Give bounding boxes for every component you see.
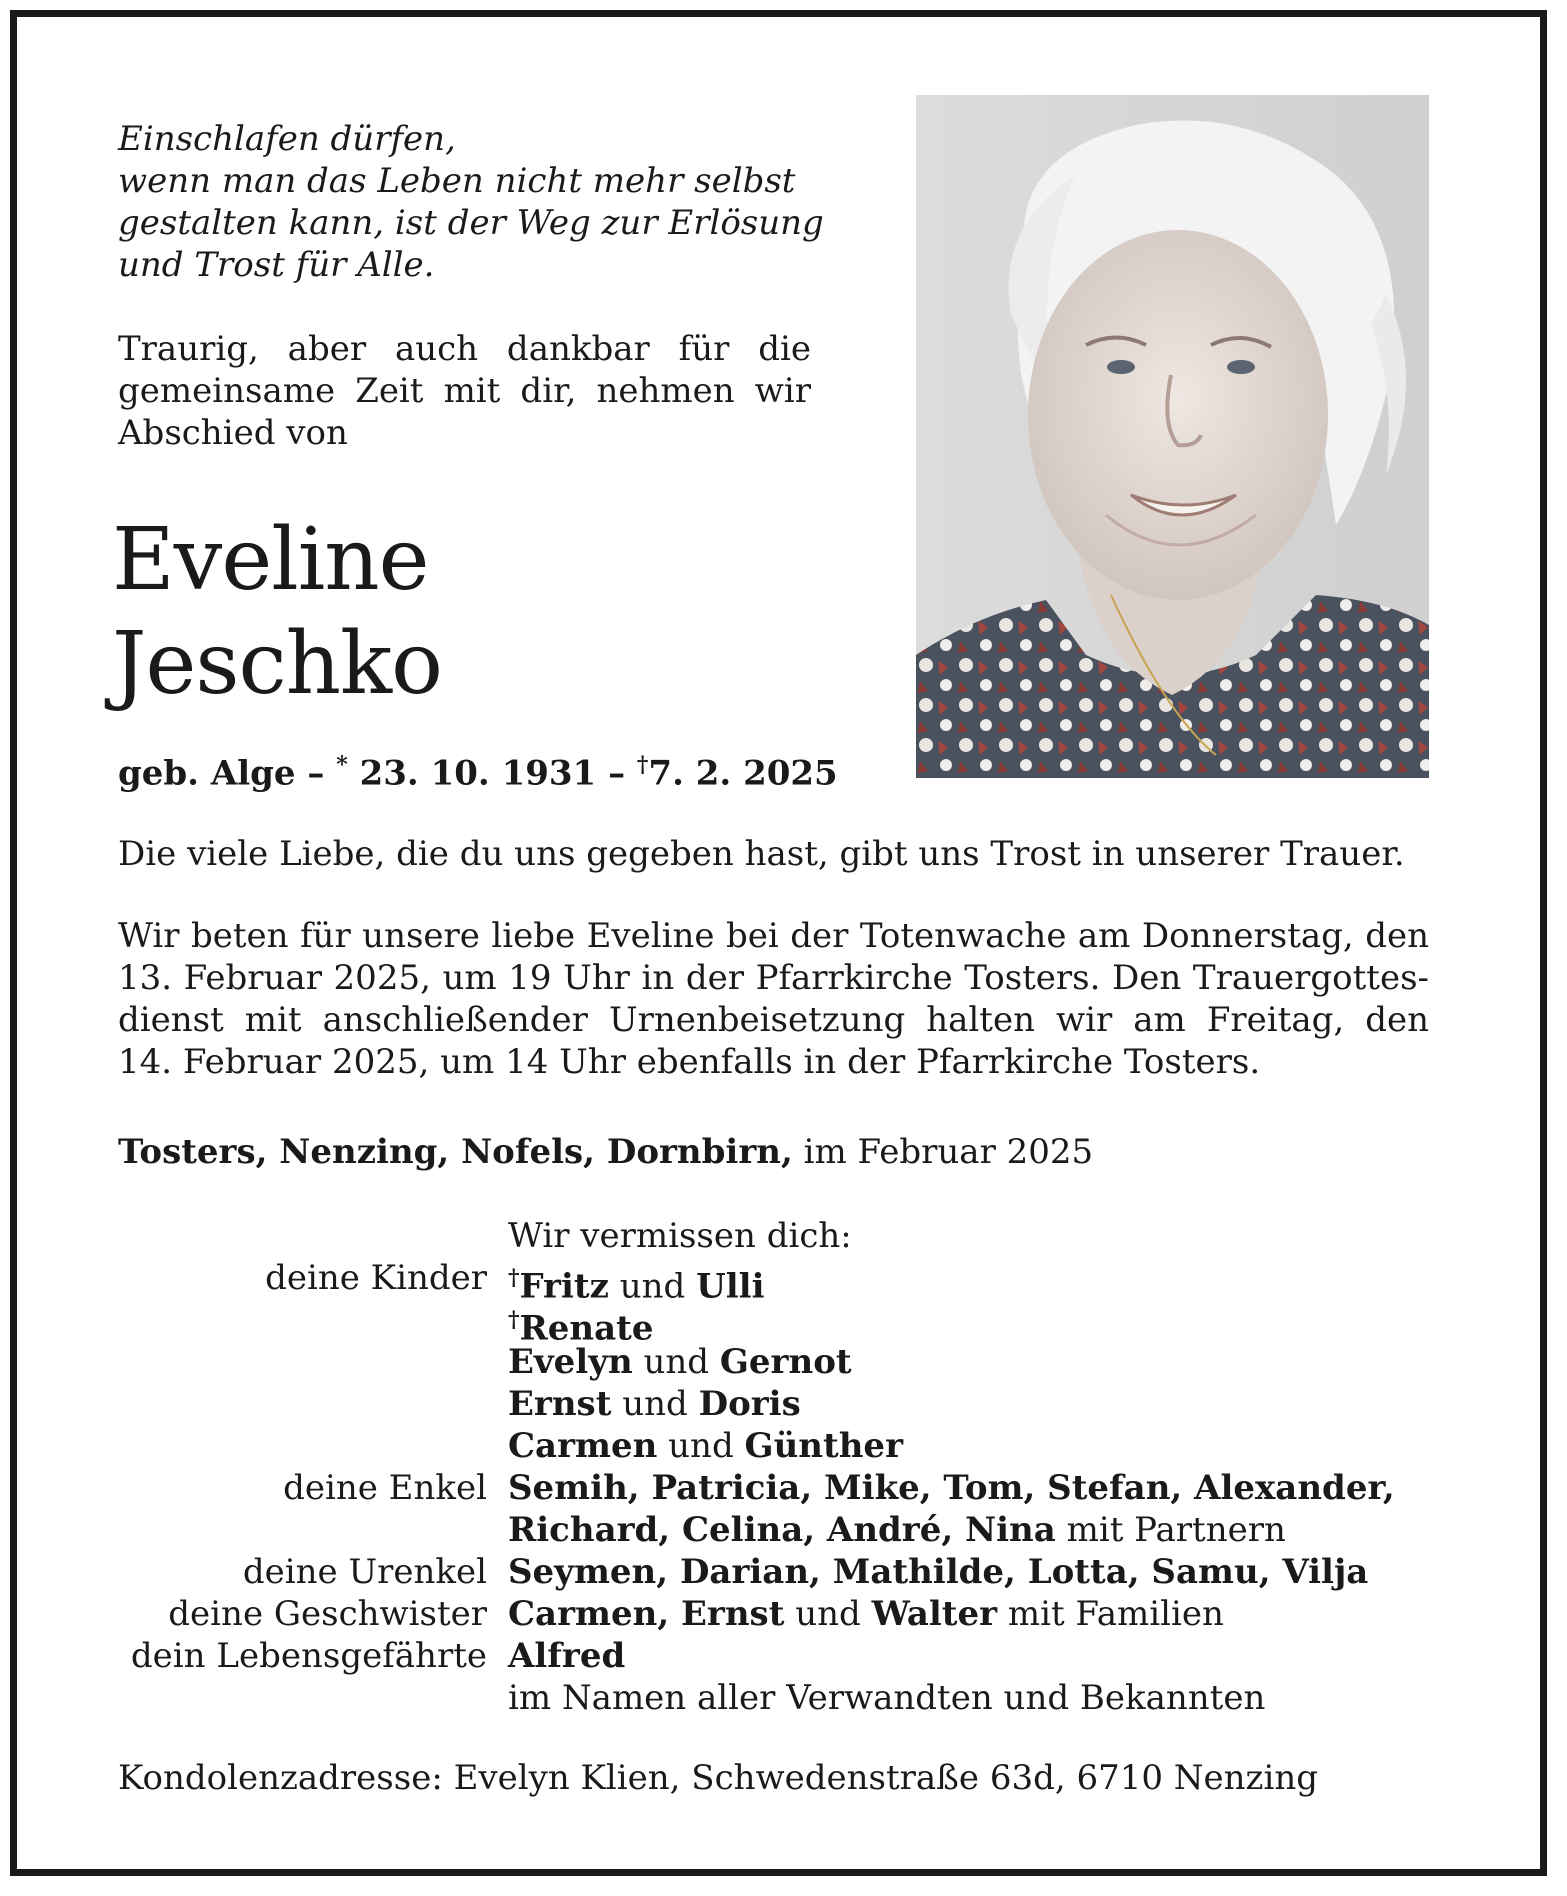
intro-line: Traurig, aber auch dankbar für die [118, 329, 811, 369]
birth-symbol: * [336, 752, 348, 778]
partner-name: Günther [744, 1426, 903, 1466]
partner-label: dein Lebensgefährte [130, 1636, 487, 1676]
comfort-text: Die viele Liebe, die du uns gegeben hast, gibt uns Trost in unserer Trauer. [118, 834, 1405, 874]
partner-name: Gernot [719, 1342, 852, 1382]
life-dates [118, 752, 838, 793]
conjunction: und [632, 1342, 720, 1382]
service-line: 13. Februar 2025, um 19 Uhr in der Pfarrkirche Tosters. Den Trauergottes- [118, 958, 1429, 998]
child-name: Ernst [508, 1384, 612, 1424]
grandchildren-suffix: mit Partnern [1055, 1510, 1286, 1550]
last-name: Jeschko [112, 614, 442, 714]
partner-name: Alfred [508, 1636, 626, 1676]
service-line: 14. Februar 2025, um 14 Uhr ebenfalls in der Pfarrkirche Tosters. [118, 1042, 1261, 1082]
places-line [118, 1132, 1093, 1172]
child-name: Carmen [508, 1426, 658, 1466]
verse [118, 118, 824, 286]
service-line: Wir beten für unsere liebe Eveline bei der Totenwache am Donnerstag, den [118, 916, 1429, 956]
places-bold: Tosters, Nenzing, Nofels, Dornbirn, [118, 1132, 793, 1172]
cross-symbol: † [508, 1265, 520, 1291]
grandchildren-names: Richard, Celina, André, Nina [508, 1510, 1056, 1550]
verse-line: Einschlafen dürfen, [118, 119, 456, 159]
children-label: deine Kinder [265, 1258, 487, 1298]
great-grandchildren-label: deine Urenkel [242, 1552, 487, 1592]
cross-symbol: † [508, 1307, 520, 1333]
death-symbol: † [636, 752, 649, 778]
verse-line: wenn man das Leben nicht mehr selbst [118, 161, 796, 201]
child-name: Renate [519, 1308, 654, 1349]
grandchildren-names: Semih, Patricia, Mike, Tom, Stefan, Alexander, [508, 1468, 1395, 1508]
partner-name: Doris [698, 1384, 801, 1424]
intro-text [118, 328, 811, 454]
condolence-address: Kondolenzadresse: Evelyn Klien, Schwedenstraße 63d, 6710 Nenzing [118, 1758, 1319, 1798]
grandchildren-label: deine Enkel [283, 1468, 487, 1508]
portrait-illustration [916, 95, 1429, 778]
conjunction: und [657, 1426, 745, 1466]
deceased-name [112, 508, 442, 716]
child-name: Fritz [519, 1266, 609, 1307]
intro-line: Abschied von [118, 413, 348, 453]
service-info [118, 915, 1429, 1083]
verse-line: und Trost für Alle. [118, 245, 435, 285]
verse-line: gestalten kann, ist der Weg zur Erlösung [118, 203, 824, 243]
dash: – [307, 753, 325, 794]
conjunction: und [608, 1266, 697, 1307]
death-date: 7. 2. 2025 [648, 753, 838, 794]
conjunction: und [784, 1594, 872, 1634]
dash: – [608, 753, 626, 794]
conjunction: und [611, 1384, 699, 1424]
service-line: dienst mit anschließender Urnenbeisetzung halten wir am Freitag, den [118, 1000, 1429, 1040]
great-grandchildren-names: Seymen, Darian, Mathilde, Lotta, Samu, Vilja [508, 1552, 1369, 1592]
family-heading: Wir vermissen dich: [508, 1216, 852, 1256]
intro-line: gemeinsame Zeit mit dir, nehmen wir [118, 371, 811, 411]
siblings-label: deine Geschwister [168, 1594, 487, 1634]
closing-line: im Namen aller Verwandten und Bekannten [508, 1678, 1266, 1718]
sibling-name: Walter [871, 1594, 998, 1634]
places-rest: im Februar 2025 [792, 1132, 1094, 1172]
portrait-photo [916, 95, 1429, 778]
birth-date: 23. 10. 1931 [359, 753, 597, 794]
child-name: Evelyn [508, 1342, 633, 1382]
siblings-suffix: mit Familien [997, 1594, 1224, 1634]
first-name: Eveline [112, 510, 429, 610]
birth-name: geb. Alge [118, 753, 296, 794]
family-list [0, 1215, 1540, 1719]
siblings-names: Carmen, Ernst [508, 1594, 785, 1634]
partner-name: Ulli [696, 1266, 765, 1307]
